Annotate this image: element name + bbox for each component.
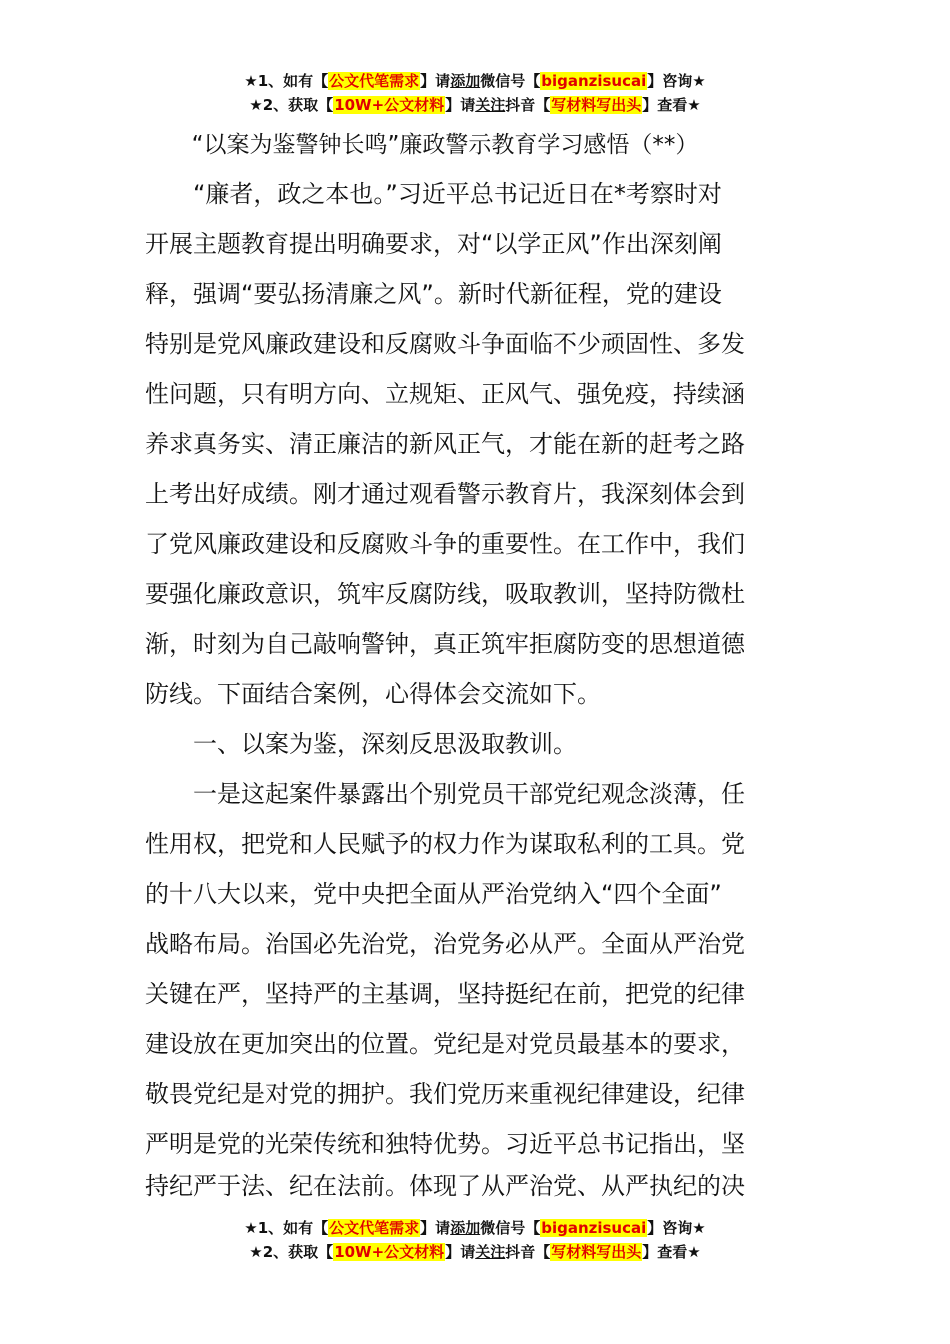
banner-line-1: ★1、如有【公文代笔需求】请添加微信号【biganzisucai】咨询★: [244, 72, 706, 90]
body-line: 防线。下面结合案例，心得体会交流如下。: [145, 680, 601, 708]
highlight-materials: 10W+公文材料: [334, 96, 445, 114]
highlight-service: 公文代笔需求: [329, 72, 420, 90]
body-line: 了党风廉政建设和反腐败斗争的重要性。在工作中，我们: [145, 530, 745, 558]
banner-line-1: ★1、如有【公文代笔需求】请添加微信号【biganzisucai】咨询★: [244, 1219, 706, 1237]
body-line: 关键在严，坚持严的主基调，坚持挺纪在前，把党的纪律: [145, 980, 745, 1008]
highlight-wechat-id: biganzisucai: [541, 1219, 647, 1237]
body-line: 开展主题教育提出明确要求，对“以学正风”作出深刻阐: [145, 230, 722, 258]
body-line: 性问题，只有明方向、立规矩、正风气、强免疫，持续涵: [145, 380, 745, 408]
body-line: 一是这起案件暴露出个别党员干部党纪观念淡薄，任: [145, 780, 745, 808]
banner-line-2: ★2、获取【10W+公文材料】请关注抖音【写材料写出头】查看★: [249, 1243, 701, 1261]
body-line: 敬畏党纪是对党的拥护。我们党历来重视纪律建设，纪律: [145, 1080, 745, 1108]
body-line: “廉者，政之本也。”习近平总书记近日在*考察时对: [145, 180, 722, 208]
body-line: 性用权，把党和人民赋予的权力作为谋取私利的工具。党: [145, 830, 745, 858]
body-line: 养求真务实、清正廉洁的新风正气，才能在新的赶考之路: [145, 430, 745, 458]
body-line: 建设放在更加突出的位置。党纪是对党员最基本的要求，: [145, 1030, 745, 1058]
top-banner: [0, 70, 950, 118]
body-line: 要强化廉政意识，筑牢反腐防线，吸取教训，坚持防微杜: [145, 580, 745, 608]
body-line: 渐，时刻为自己敲响警钟，真正筑牢拒腐防变的思想道德: [145, 630, 745, 658]
body-line: 特别是党风廉政建设和反腐败斗争面临不少顽固性、多发: [145, 330, 745, 358]
banner-line-2: ★2、获取【10W+公文材料】请关注抖音【写材料写出头】查看★: [249, 96, 701, 114]
body-line: 上考出好成绩。刚才通过观看警示教育片，我深刻体会到: [145, 480, 745, 508]
body-line: 的十八大以来，党中央把全面从严治党纳入“四个全面”: [145, 880, 722, 908]
highlight-wechat-id: biganzisucai: [541, 72, 647, 90]
document-title: “以案为鉴警钟长鸣”廉政警示教育学习感悟（**）: [191, 132, 699, 158]
highlight-douyin-account: 写材料写出头: [551, 96, 642, 114]
highlight-service: 公文代笔需求: [329, 1219, 420, 1237]
body-line: 战略布局。治国必先治党，治党务必从严。全面从严治党: [145, 930, 745, 958]
section-heading: 一、以案为鉴，深刻反思汲取教训。: [145, 730, 577, 758]
bottom-banner: [0, 1217, 950, 1265]
highlight-douyin-account: 写材料写出头: [551, 1243, 642, 1261]
body-line: 持纪严于法、纪在法前。体现了从严治党、从严执纪的决: [145, 1172, 745, 1200]
body-line: 严明是党的光荣传统和独特优势。习近平总书记指出，坚: [145, 1130, 745, 1158]
body-line: 释，强调“要弘扬清廉之风”。新时代新征程，党的建设: [145, 280, 722, 308]
highlight-materials: 10W+公文材料: [334, 1243, 445, 1261]
